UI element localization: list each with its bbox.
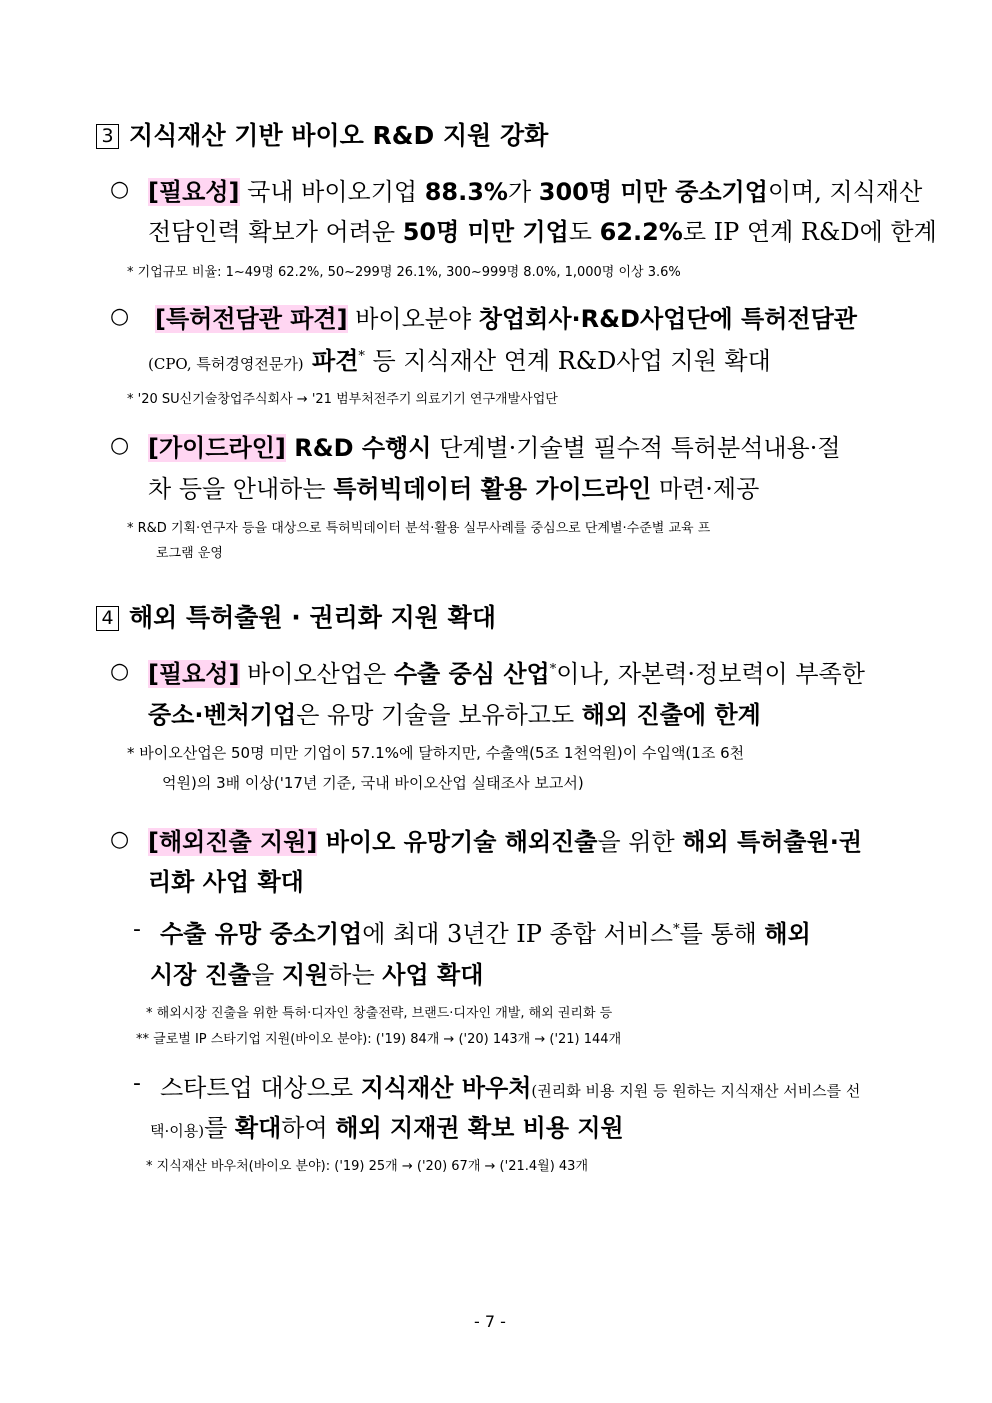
footnote: 로그램 운영 [156, 546, 223, 561]
text-bold: 사업 확대 [382, 961, 484, 989]
text-bold: 특허빅데이터 활용 가이드라인 [333, 475, 652, 503]
paragraph-line [160, 1068, 860, 1103]
section-4-heading [96, 598, 496, 634]
bullet-circle: ○ [110, 659, 130, 684]
text: 등 지식재산 연계 R&D사업 지원 확대 [364, 347, 771, 375]
paragraph-line [148, 695, 761, 730]
text-bold: 해외 지재권 확보 비용 지원 [335, 1114, 624, 1142]
text-bold: 바이오 유망기술 해외진출 [317, 828, 598, 856]
footnote: * R&D 기획·연구자 등을 대상으로 특허빅데이터 분석·활용 실무사례를 중심으로 단계별·수준별 교육 프 [127, 521, 711, 536]
bullet-circle: ○ [110, 304, 130, 329]
paragraph-line [160, 914, 811, 949]
text-bold: 해외 특허출원·권 [682, 828, 863, 856]
text: 바이오분야 [347, 305, 479, 333]
footnote-marker: * [358, 349, 365, 364]
paragraph-line [148, 654, 865, 689]
text-small: (권리화 비용 지원 등 원하는 지식재산 서비스를 선 [531, 1082, 861, 1100]
footnote: * 지식재산 바우처(바이오 분야): ('19) 25개 → ('20) 67개 → ('21.4월) 43개 [146, 1159, 588, 1174]
footnote: * 바이오산업은 50명 미만 기업이 57.1%에 달하지만, 수출액(5조 1천억원)이 수입액(1조 6천 [127, 744, 745, 762]
text: 전담인력 확보가 어려운 [148, 218, 403, 246]
section-3-title: 지식재산 기반 바이오 R&D 지원 강화 [129, 121, 549, 150]
text-bold: 300명 미만 중소기업 [538, 178, 768, 206]
text: 을 위한 [597, 828, 683, 856]
tag-necessity: [필요성] [148, 660, 240, 688]
tag-necessity: [필요성] [148, 178, 240, 206]
footnote-marker: * [549, 662, 557, 677]
paragraph-line [148, 428, 841, 463]
bullet-circle: ○ [110, 433, 130, 458]
text-bold: 88.3% [424, 178, 508, 206]
text-bold: 시장 진출 [150, 961, 252, 989]
text: 단계별·기술별 필수적 특허분석내용·절 [431, 434, 841, 462]
text: 를 [204, 1114, 235, 1142]
footnote: * '20 SU신기술창업주식회사 → '21 범부처전주기 의료기기 연구개발사업단 [127, 392, 558, 407]
text-bold: 해외 진출에 한계 [581, 701, 761, 729]
text-bold: 지식재산 바우처 [360, 1074, 532, 1102]
section-4-number: 4 [96, 606, 119, 631]
paragraph-line [148, 341, 771, 376]
text: 도 [568, 218, 600, 246]
text-bold: 62.2% [599, 218, 683, 246]
tag-guideline: [가이드라인] [148, 434, 286, 462]
text: 마련·제공 [651, 475, 760, 503]
text-bold: 수출 유망 중소기업 [160, 920, 363, 948]
text: 스타트업 대상으로 [160, 1074, 361, 1102]
text: 하는 [328, 961, 383, 989]
text: 를 통해 [679, 920, 765, 948]
section-4-title: 해외 특허출원 · 권리화 지원 확대 [129, 603, 496, 632]
footnote: * 해외시장 진출을 위한 특허·디자인 창출전략, 브랜드·디자인 개발, 해외 권리화 등 [146, 1006, 613, 1021]
paragraph-line [148, 469, 759, 504]
bullet-circle: ○ [110, 177, 130, 202]
section-3-heading [96, 116, 548, 152]
bullet-circle: ○ [110, 827, 130, 852]
text: 로 IP 연계 R&D에 한계 [682, 218, 937, 246]
text: 하여 [281, 1114, 336, 1142]
text: 국내 바이오기업 [247, 178, 425, 206]
text-bold: 중소·벤처기업 [148, 701, 297, 729]
text: 바이오산업은 [239, 660, 394, 688]
text: 차 등을 안내하는 [148, 475, 334, 503]
text: 을 [251, 961, 282, 989]
footnote: * 기업규모 비율: 1~49명 62.2%, 50~299명 26.1%, 300~999명 8.0%, 1,000명 이상 3.6% [127, 265, 681, 280]
paragraph-line [150, 955, 483, 990]
footnote: ** 글로벌 IP 스타기업 지원(바이오 분야): ('19) 84개 → ('20) 143개 → ('21) 144개 [136, 1032, 622, 1047]
paragraph-line [148, 172, 922, 207]
text-bold: 리화 사업 확대 [148, 868, 304, 896]
paragraph-line [155, 299, 857, 334]
text-small: (CPO, 특허경영전문가) [148, 355, 304, 373]
text: 은 유망 기술을 보유하고도 [296, 701, 582, 729]
tag-overseas-support: [해외진출 지원] [148, 828, 318, 856]
text-bold: 해외 [764, 920, 811, 948]
dash-marker: - [133, 1071, 141, 1096]
text-bold: 확대 [234, 1114, 282, 1142]
text-bold: R&D 수행시 [285, 434, 432, 462]
text-bold: 파견 [303, 347, 359, 375]
footnote: 억원)의 3배 이상('17년 기준, 국내 바이오산업 실태조사 보고서) [162, 774, 584, 792]
text: 이며, 지식재산 [767, 178, 923, 206]
tag-patent-dispatch: [특허전담관 파견] [155, 305, 348, 333]
text-bold: 창업회사·R&D사업단에 특허전담관 [478, 305, 857, 333]
text: 이나, 자본력·정보력이 부족한 [556, 660, 865, 688]
paragraph-line [148, 822, 862, 857]
paragraph-line [148, 862, 304, 897]
text-bold: 수출 중심 산업 [393, 660, 550, 688]
text-small: 택·이용) [150, 1122, 205, 1140]
page-number: - 7 - [474, 1312, 506, 1331]
footnote-marker: * [673, 922, 680, 937]
text: 에 최대 3년간 IP 종합 서비스 [362, 920, 674, 948]
section-3-number: 3 [96, 124, 119, 149]
paragraph-line [150, 1108, 624, 1143]
text: 가 [507, 178, 539, 206]
paragraph-line [148, 212, 937, 247]
text-bold: 지원 [281, 961, 329, 989]
text-bold: 50명 미만 기업 [402, 218, 569, 246]
dash-marker: - [133, 917, 141, 942]
